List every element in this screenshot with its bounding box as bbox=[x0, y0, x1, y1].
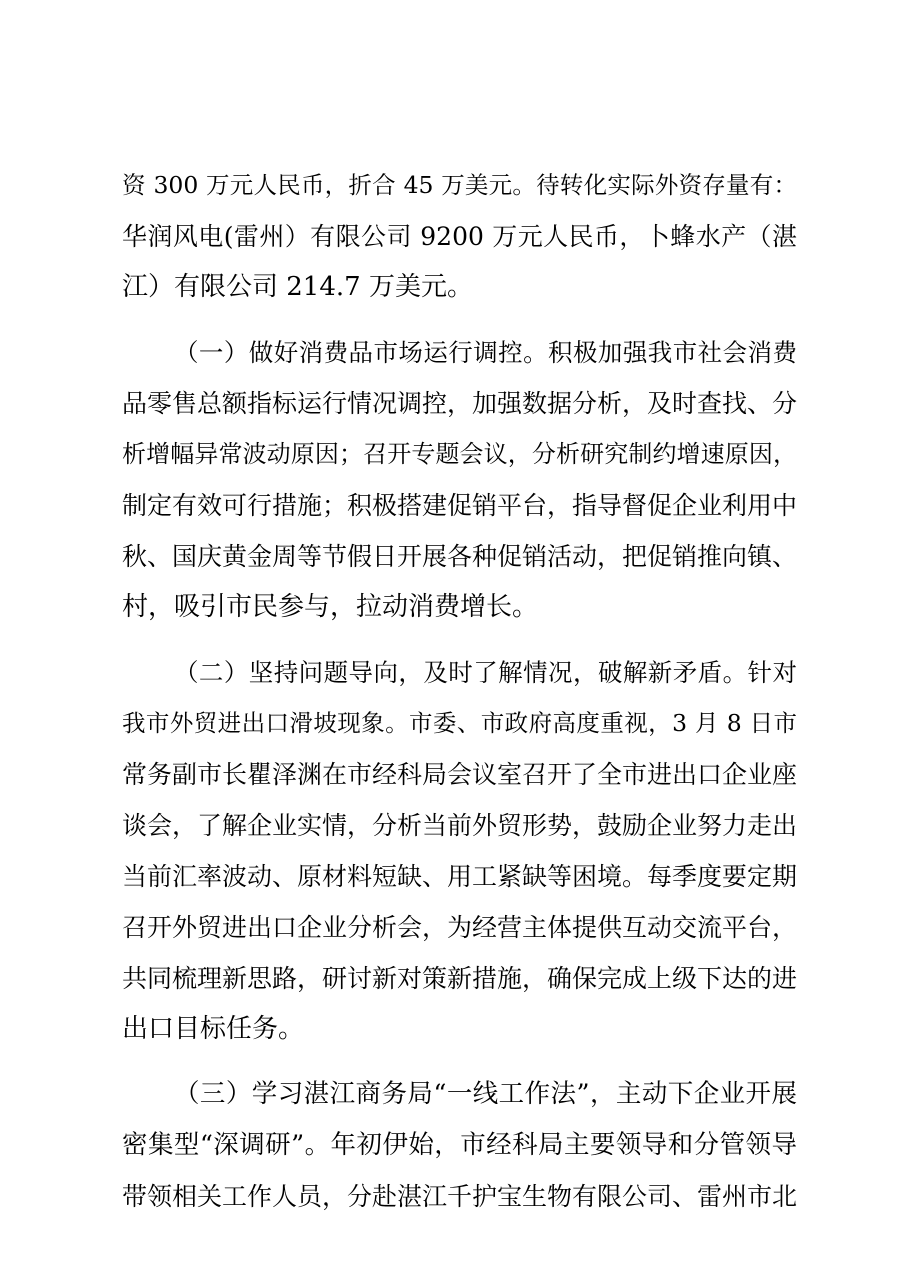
text-line: 谈会，了解企业实情，分析当前外贸形势，鼓励企业努力走出 bbox=[122, 811, 798, 840]
text-line: 秋、国庆黄金周等节假日开展各种促销活动，把促销推向镇、 bbox=[122, 542, 798, 571]
text-line: 出口目标任务。 bbox=[122, 1014, 305, 1044]
text-line: （二）坚持问题导向，及时了解情况，破解新矛盾。针对 bbox=[174, 658, 797, 687]
text-line: 我市外贸进出口滑坡现象。市委、市政府高度重视，3 月 8 日市 bbox=[122, 709, 797, 737]
text-line: （三）学习湛江商务局“一线工作法”，主动下企业开展 bbox=[174, 1079, 797, 1109]
text-line: 华润风电(雷州）有限公司 9200 万元人民币，卜蜂水产（湛 bbox=[122, 222, 797, 251]
text-line: 资 300 万元人民币，折合 45 万美元。待转化实际外资存量有： bbox=[122, 171, 797, 199]
paragraph-consumer-market bbox=[122, 327, 797, 633]
text-line: 江）有限公司 214.7 万美元。 bbox=[122, 272, 473, 302]
paragraph-continuation bbox=[122, 160, 797, 313]
text-line: 常务副市长瞿泽渊在市经科局会议室召开了全市进出口企业座 bbox=[122, 760, 798, 789]
text-line: 析增幅异常波动原因；召开专题会议，分析研究制约增速原因， bbox=[122, 440, 797, 468]
paragraph-field-research bbox=[122, 1069, 797, 1222]
text-line: 村，吸引市民参与，拉动消费增长。 bbox=[122, 592, 539, 622]
paragraph-foreign-trade bbox=[122, 647, 797, 1055]
document-body bbox=[122, 160, 797, 1222]
text-line: （一）做好消费品市场运行调控。积极加强我市社会消费 bbox=[174, 338, 797, 367]
text-line: 制定有效可行措施；积极搭建促销平台，指导督促企业利用中 bbox=[122, 491, 798, 520]
text-line: 共同梳理新思路，研讨新对策新措施，确保完成上级下达的进 bbox=[122, 964, 798, 993]
text-line: 召开外贸进出口企业分析会，为经营主体提供互动交流平台， bbox=[122, 913, 798, 942]
text-line: 当前汇率波动、原材料短缺、用工紧缺等困境。每季度要定期 bbox=[122, 862, 798, 891]
text-line: 密集型“深调研”。年初伊始，市经科局主要领导和分管领导 bbox=[122, 1130, 797, 1160]
text-line: 带领相关工作人员，分赴湛江千护宝生物有限公司、雷州市北 bbox=[122, 1182, 798, 1211]
text-line: 品零售总额指标运行情况调控，加强数据分析，及时查找、分 bbox=[122, 389, 798, 418]
